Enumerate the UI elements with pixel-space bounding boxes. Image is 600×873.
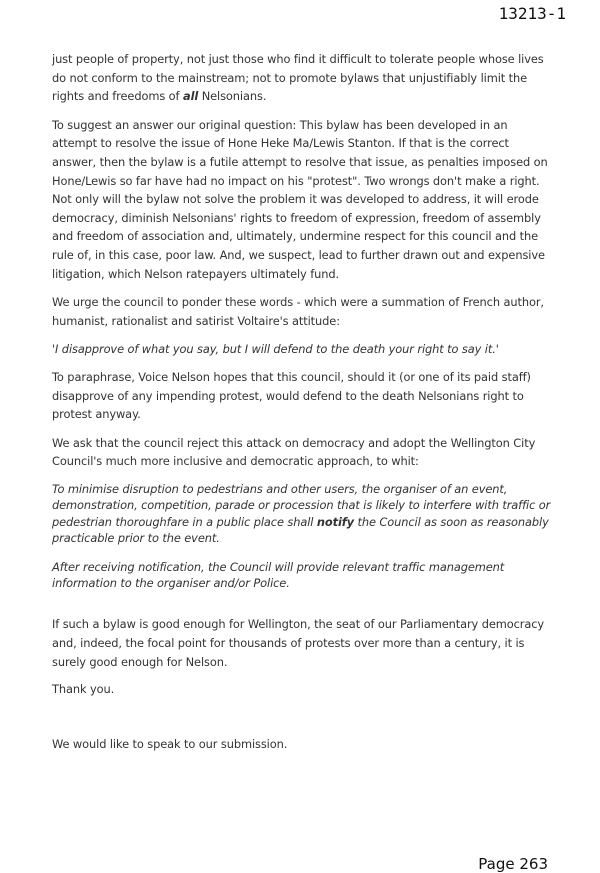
clause-1-text-after: the Council as soon as reasonably practicable prior to the event. xyxy=(52,514,549,546)
intro-text-after: Nelsonians. xyxy=(198,89,267,104)
page-number: Page 263 xyxy=(478,855,548,873)
wellington-clause-2: After receiving notification, the Council will provide relevant traffic management information to the organiser and/or Police. xyxy=(52,559,505,590)
document-body xyxy=(52,50,552,753)
wellington-clause-1 xyxy=(52,481,552,547)
intro-emphasis: all xyxy=(182,89,199,104)
paragraph-answer: To suggest an answer our original question: This bylaw has been developed in an attempt to resolve the issue of Hone Heke Ma/Lewis Stanton. If that is the correct answer, then the bylaw is a futile attempt to resolve that issue, as penalties imposed on Hone/Lewis so far have had no impact on his "protest". Two wrongs don't make a right. Not only will the bylaw not solve the problem it was developed to address, it will erode democracy, diminish Nelsonians' rights to freedom of expression, freedom of assembly and freedom of association and, ultimately, undermine respect for this council and the rule of, in this case, poor law. And, we suspect, lead to further drawn out and expensive litigation, which Nelson ratepayers ultimately fund. xyxy=(52,117,548,281)
voltaire-quote: 'I disapprove of what you say, but I will defend to the death your right to say it.' xyxy=(52,342,499,357)
paragraph-thanks: Thank you. xyxy=(52,682,115,697)
paragraph-intro xyxy=(52,50,552,106)
paragraph-urge: We urge the council to ponder these words - which were a summation of French author, humanist, rationalist and satirist Voltaire's attitude: xyxy=(52,295,544,328)
paragraph-ask: We ask that the council reject this attack on democracy and adopt the Wellington City Council's much more inclusive and democratic approach, to whit: xyxy=(52,435,536,469)
document-id: 13213-1 xyxy=(498,4,566,23)
paragraph-speak: We would like to speak to our submission. xyxy=(52,736,288,751)
paragraph-closing: If such a bylaw is good enough for Wellington, the seat of our Parliamentary democracy and, indeed, the focal point for thousands of protests over more than a century, it is surely good enough for Nelson. xyxy=(52,617,545,669)
intro-text-before: just people of property, not just those who find it difficult to tolerate people whose lives do not conform to the mainstream; not to promote bylaws that unjustifiably limit the rights and freedoms of xyxy=(52,52,544,104)
paragraph-paraphrase: To paraphrase, Voice Nelson hopes that this council, should it (or one of its paid staff) disapprove of any impending protest, would defend to the death Nelsonians right to protest anyway. xyxy=(52,369,531,422)
clause-1-text-before: To minimise disruption to pedestrians and other users, the organiser of an event, demonstration, competition, parade or procession that is likely to interfere with traffic or pedestrian thoroughfare in a public place shall xyxy=(52,481,551,529)
clause-1-emphasis: notify xyxy=(316,514,354,529)
